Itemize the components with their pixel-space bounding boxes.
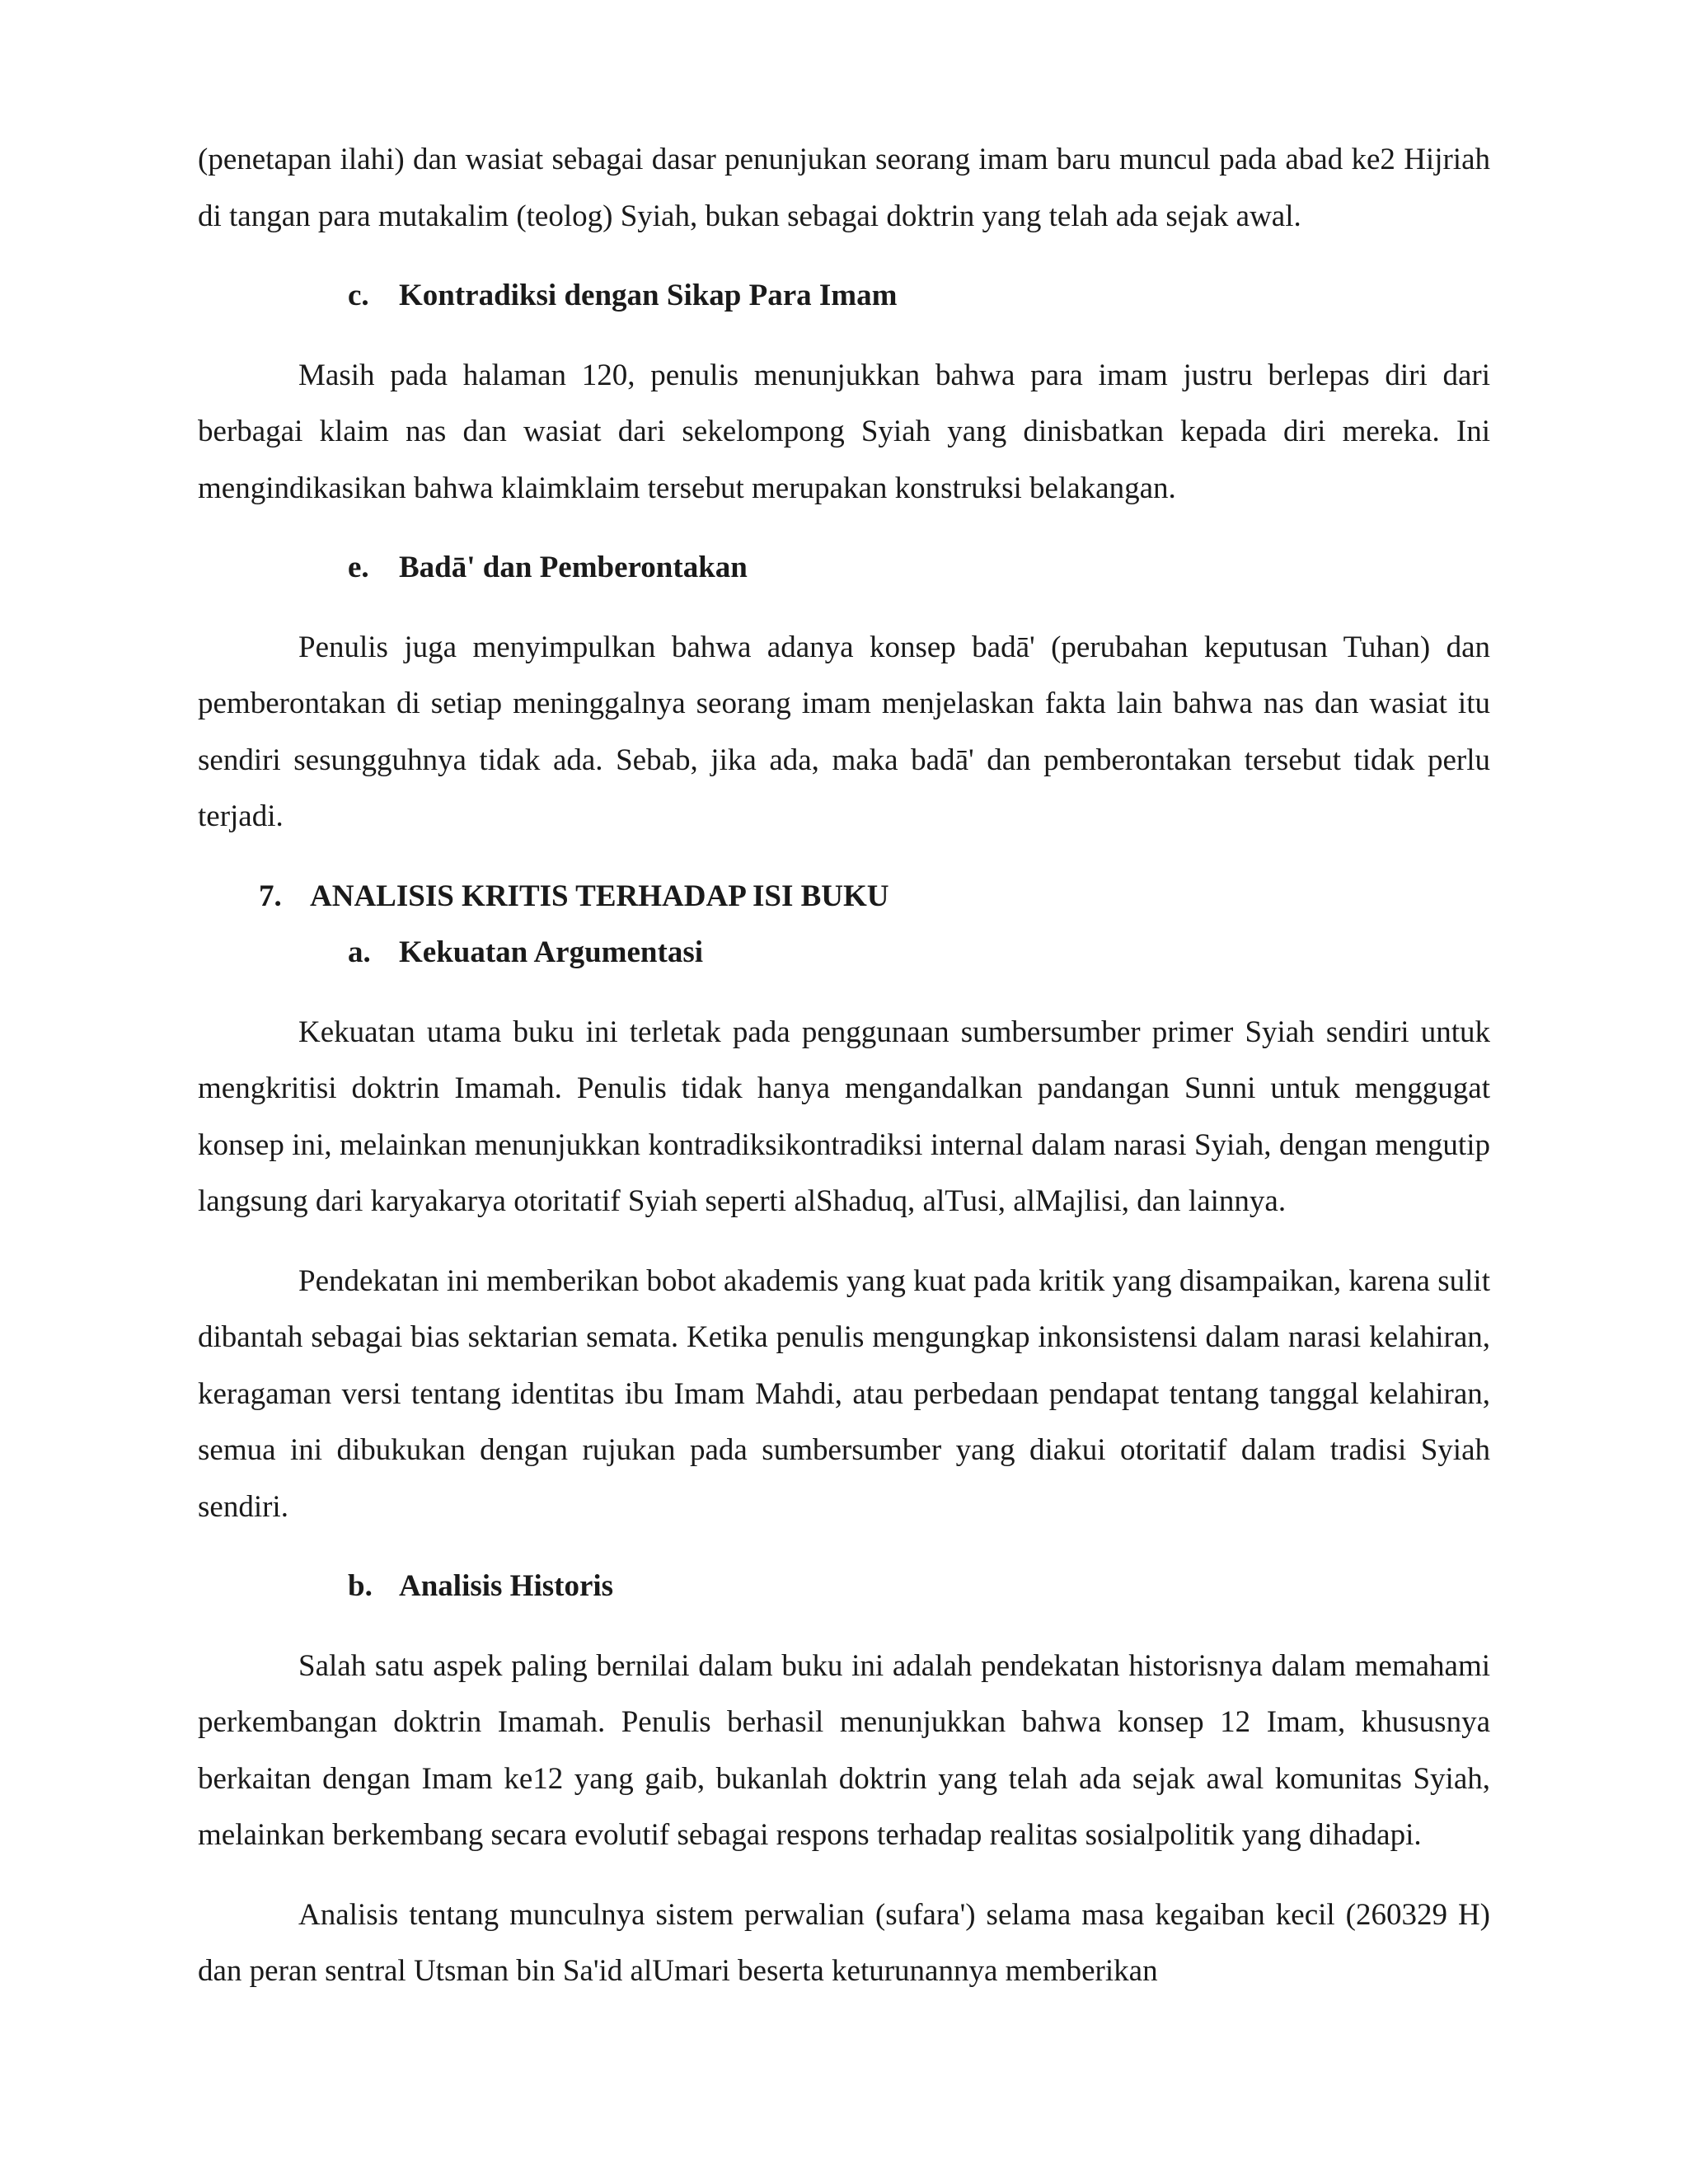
subheading-marker: a. xyxy=(348,935,371,969)
subheading-title: Analisis Historis xyxy=(399,1569,614,1603)
subheading-title: Kekuatan Argumentasi xyxy=(399,935,704,969)
section-marker: 7. xyxy=(259,879,282,913)
paragraph-contradiction: Masih pada halaman 120, penulis menunjukkan bahwa para imam justru berlepas diri dari berbagai klaim nas dan wasiat dari sekelompong Syiah yang dinisbatkan kepada diri mereka. Ini mengindikasikan bahwa klaimklaim tersebut merupakan konstruksi belakangan. xyxy=(198,358,1490,505)
subheading-title: Badā' dan Pemberontakan xyxy=(399,551,748,584)
subheading-marker: c. xyxy=(348,279,369,312)
section-title: ANALISIS KRITIS TERHADAP ISI BUKU xyxy=(310,879,889,913)
subheading-marker: e. xyxy=(348,551,369,584)
paragraph-bada: Penulis juga menyimpulkan bahwa adanya konsep badā' (perubahan keputusan Tuhan) dan pemberontakan di setiap meninggalnya seorang imam menjelaskan fakta lain bahwa nas dan wasiat itu sendiri sesungguhnya tidak ada. Sebab, jika ada, maka badā' dan pemberontakan tersebut tidak perlu terjadi. xyxy=(198,630,1490,833)
subheading-a xyxy=(198,925,1490,982)
paragraph-sufara: Analisis tentang munculnya sistem perwalian (sufara') selama masa kegaiban kecil (260329 H) dan peran sentral Utsman bin Sa'id alUmari beserta keturunannya memberikan xyxy=(198,1897,1490,1988)
subheading-c xyxy=(198,268,1490,325)
paragraph-historical: Salah satu aspek paling bernilai dalam buku ini adalah pendekatan historisnya dalam memahami perkembangan doktrin Imamah. Penulis berhasil menunjukkan bahwa konsep 12 Imam, khususnya berkaitan dengan Imam ke12 yang gaib, bukanlah doktrin yang telah ada sejak awal komunitas Syiah, melainkan berkembang secara evolutif sebagai respons terhadap realitas sosialpolitik yang dihadapi. xyxy=(198,1648,1490,1852)
subheading-title: Kontradiksi dengan Sikap Para Imam xyxy=(399,279,898,312)
paragraph-continuation: (penetapan ilahi) dan wasiat sebagai dasar penunjukan seorang imam baru muncul pada abad ke2 Hijriah di tangan para mutakalim (teolog) Syiah, bukan sebagai doktrin yang telah ada sejak awal. xyxy=(198,143,1490,233)
paragraph-strength: Kekuatan utama buku ini terletak pada penggunaan sumbersumber primer Syiah sendiri untuk mengkritisi doktrin Imamah. Penulis tidak hanya mengandalkan pandangan Sunni untuk menggugat konsep ini, melainkan menunjukkan kontradiksikontradiksi internal dalam narasi Syiah, dengan mengutip langsung dari karyakarya otoritatif Syiah seperti alShaduq, alTusi, alMajlisi, dan lainnya. xyxy=(198,1015,1490,1218)
subheading-marker: b. xyxy=(348,1569,373,1603)
subheading-e xyxy=(198,540,1490,597)
section-heading-7 xyxy=(198,869,1490,926)
paragraph-approach: Pendekatan ini memberikan bobot akademis yang kuat pada kritik yang disampaikan, karena sulit dibantah sebagai bias sektarian semata. Ketika penulis mengungkap inkonsistensi dalam narasi kelahiran, keragaman versi tentang identitas ibu Imam Mahdi, atau perbedaan pendapat tentang tanggal kelahiran, semua ini dibukukan dengan rujukan pada sumbersumber yang diakui otoritatif dalam tradisi Syiah sendiri. xyxy=(198,1263,1490,1524)
subheading-b xyxy=(198,1558,1490,1615)
document-page xyxy=(198,132,1490,2000)
